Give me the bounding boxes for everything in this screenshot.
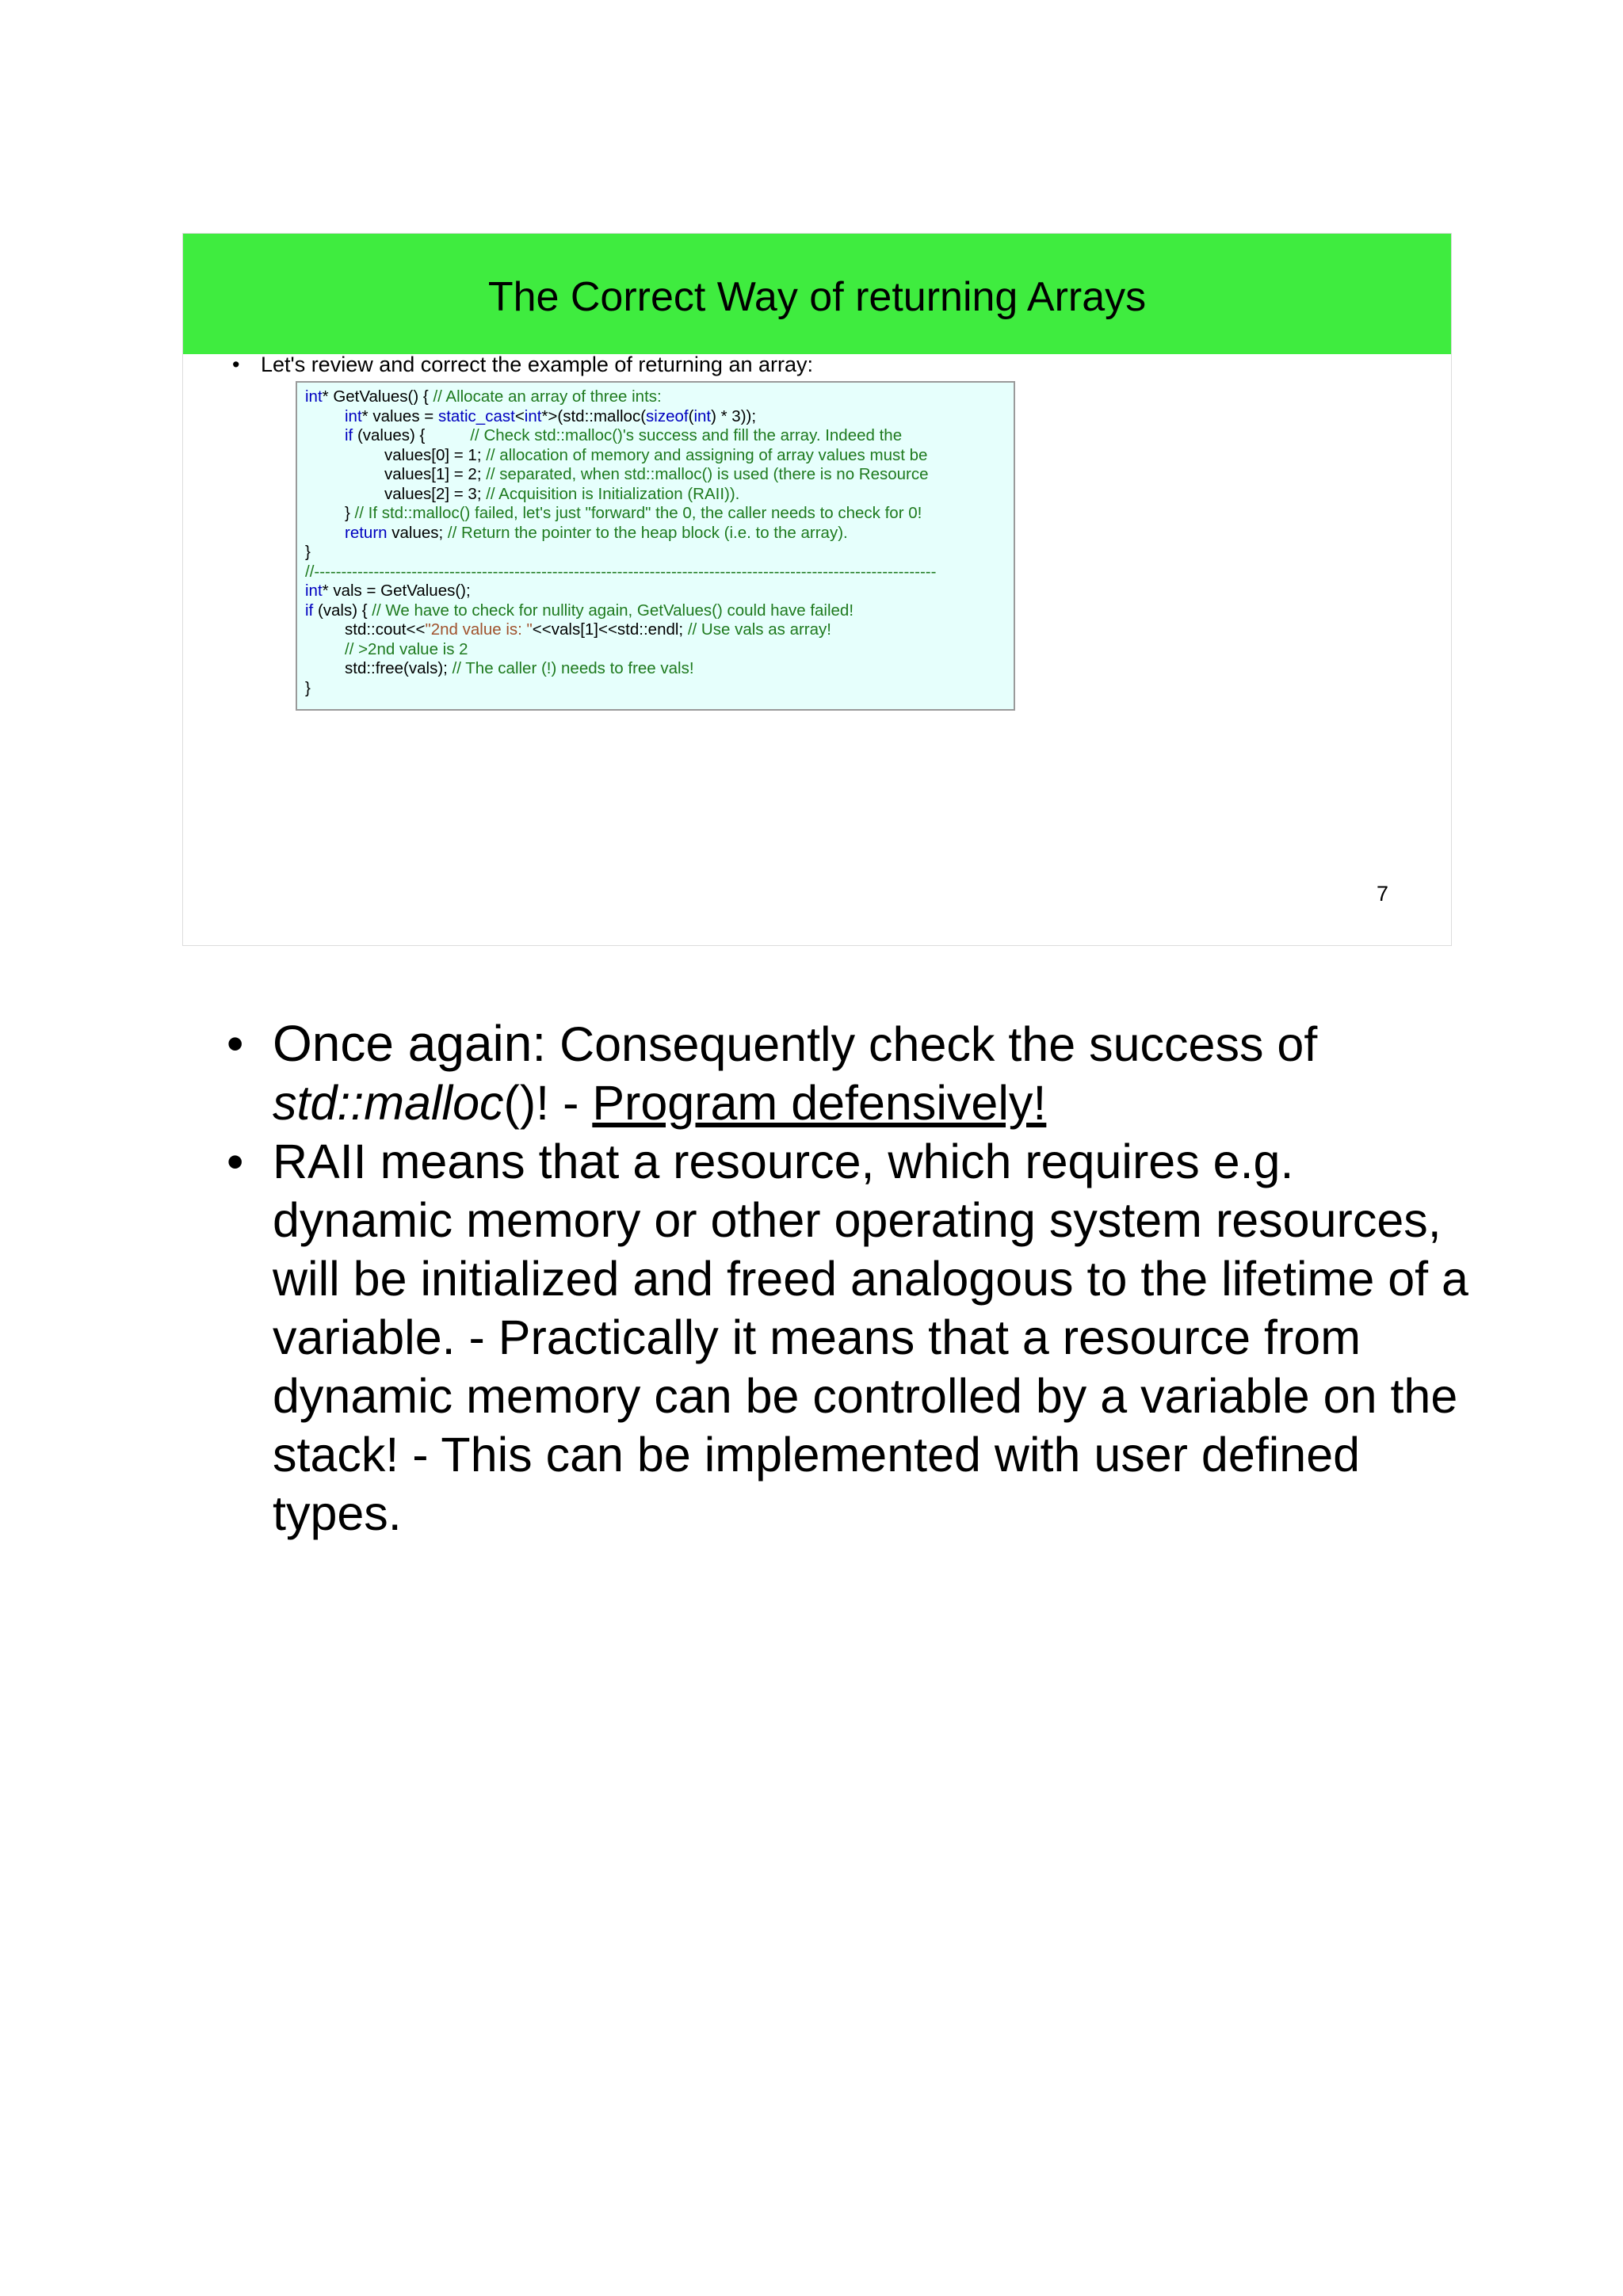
code-comment: // Use vals as array!: [687, 620, 831, 639]
code-text: values[0] = 1;: [384, 445, 487, 464]
code-line: [305, 465, 1014, 485]
note-underline: Program defensively!: [592, 1076, 1047, 1130]
code-text: }: [305, 543, 311, 561]
code-line: [305, 446, 1014, 466]
code-comment: // The caller (!) needs to free vals!: [452, 659, 694, 677]
code-line: [305, 659, 1014, 679]
note-item: [227, 1132, 1479, 1543]
code-comment: // Acquisition is Initialization (RAII)).: [486, 484, 740, 503]
code-keyword: int: [305, 387, 323, 406]
code-block: [296, 381, 1015, 711]
note-text: Consequently check the success of: [546, 1017, 1318, 1071]
note-text: ()! -: [503, 1076, 593, 1130]
code-keyword: int: [524, 406, 542, 425]
bullet-icon: •: [232, 353, 240, 376]
code-text: }: [345, 504, 355, 522]
code-line: [305, 504, 1014, 524]
code-text: values[1] = 2;: [384, 465, 487, 483]
code-line: [305, 640, 1014, 660]
code-text: ) * 3));: [711, 406, 757, 425]
slide-header: [183, 234, 1451, 354]
slide-intro-text: Let's review and correct the example of returning an array:: [261, 353, 814, 376]
code-text: <<vals[1]<<std::endl;: [532, 620, 688, 639]
code-line: [305, 387, 1014, 407]
code-keyword: if: [345, 426, 353, 444]
code-comment: // Check std::malloc()'s success and fill the array. Indeed the: [470, 426, 903, 444]
note-italic: std::malloc: [273, 1076, 504, 1130]
code-keyword: int: [305, 582, 323, 600]
code-keyword: return: [345, 523, 388, 542]
code-line: [305, 563, 1014, 582]
code-comment: // Allocate an array of three ints:: [433, 387, 662, 406]
note-lead: Once again:: [273, 1015, 547, 1072]
bullet-icon: •: [227, 1016, 244, 1070]
code-comment: // separated, when std::malloc() is used (there is no Resource: [486, 465, 929, 483]
code-text: (vals) {: [313, 601, 372, 620]
code-string: "2nd value is: ": [425, 620, 533, 639]
code-line: [305, 582, 1014, 601]
code-line: [305, 426, 1014, 446]
code-text: * values =: [361, 406, 438, 425]
code-comment: //-------------------------------------------------------------------------------------------------------------------: [305, 562, 937, 581]
slide-frame: [182, 233, 1452, 946]
slide-title: The Correct Way of returning Arrays: [487, 274, 1147, 320]
note-item: [227, 1014, 1479, 1132]
code-keyword: int: [345, 406, 362, 425]
code-text: (values) {: [353, 426, 471, 444]
bullet-icon: •: [227, 1135, 244, 1188]
code-text: std::free(vals);: [345, 659, 453, 677]
code-keyword: if: [305, 601, 314, 620]
code-comment: // If std::malloc() failed, let's just "forward" the 0, the caller needs to check for 0!: [354, 504, 922, 522]
slide-intro: [232, 353, 813, 377]
code-line: [305, 601, 1014, 621]
code-comment: // Return the pointer to the heap block (i.e. to the array).: [447, 523, 848, 542]
code-line: [305, 524, 1014, 543]
code-text: (: [688, 406, 694, 425]
code-comment: // allocation of memory and assigning of array values must be: [486, 445, 928, 464]
code-text: values;: [387, 523, 448, 542]
note-text: RAII means that a resource, which requires e.g. dynamic memory or other operating system resources, will be initialized and freed analogous to the lifetime of a variable. - Practically it means that a resource from dynamic memory can be controlled by a variable on the stack! - This can be implemented with user defined types.: [273, 1135, 1468, 1540]
code-line: [305, 679, 1014, 699]
code-text: * GetValues() {: [322, 387, 433, 406]
code-text: }: [305, 678, 311, 697]
code-line: [305, 620, 1014, 640]
speaker-notes: [227, 1014, 1479, 1543]
code-line: [305, 407, 1014, 427]
code-keyword: int: [693, 406, 712, 425]
code-line: [305, 485, 1014, 505]
code-text: std::cout<<: [345, 620, 426, 639]
code-line: [305, 543, 1014, 563]
code-comment: // We have to check for nullity again, GetValues() could have failed!: [372, 601, 854, 620]
code-text: * vals = GetValues();: [322, 582, 471, 600]
code-comment: // >2nd value is 2: [345, 639, 468, 658]
code-text: values[2] = 3;: [384, 484, 487, 503]
code-text: <: [514, 406, 525, 425]
code-keyword: static_cast: [437, 406, 515, 425]
code-text: *>(std::malloc(: [541, 406, 647, 425]
slide-number: 7: [1377, 882, 1389, 906]
code-keyword: sizeof: [646, 406, 689, 425]
